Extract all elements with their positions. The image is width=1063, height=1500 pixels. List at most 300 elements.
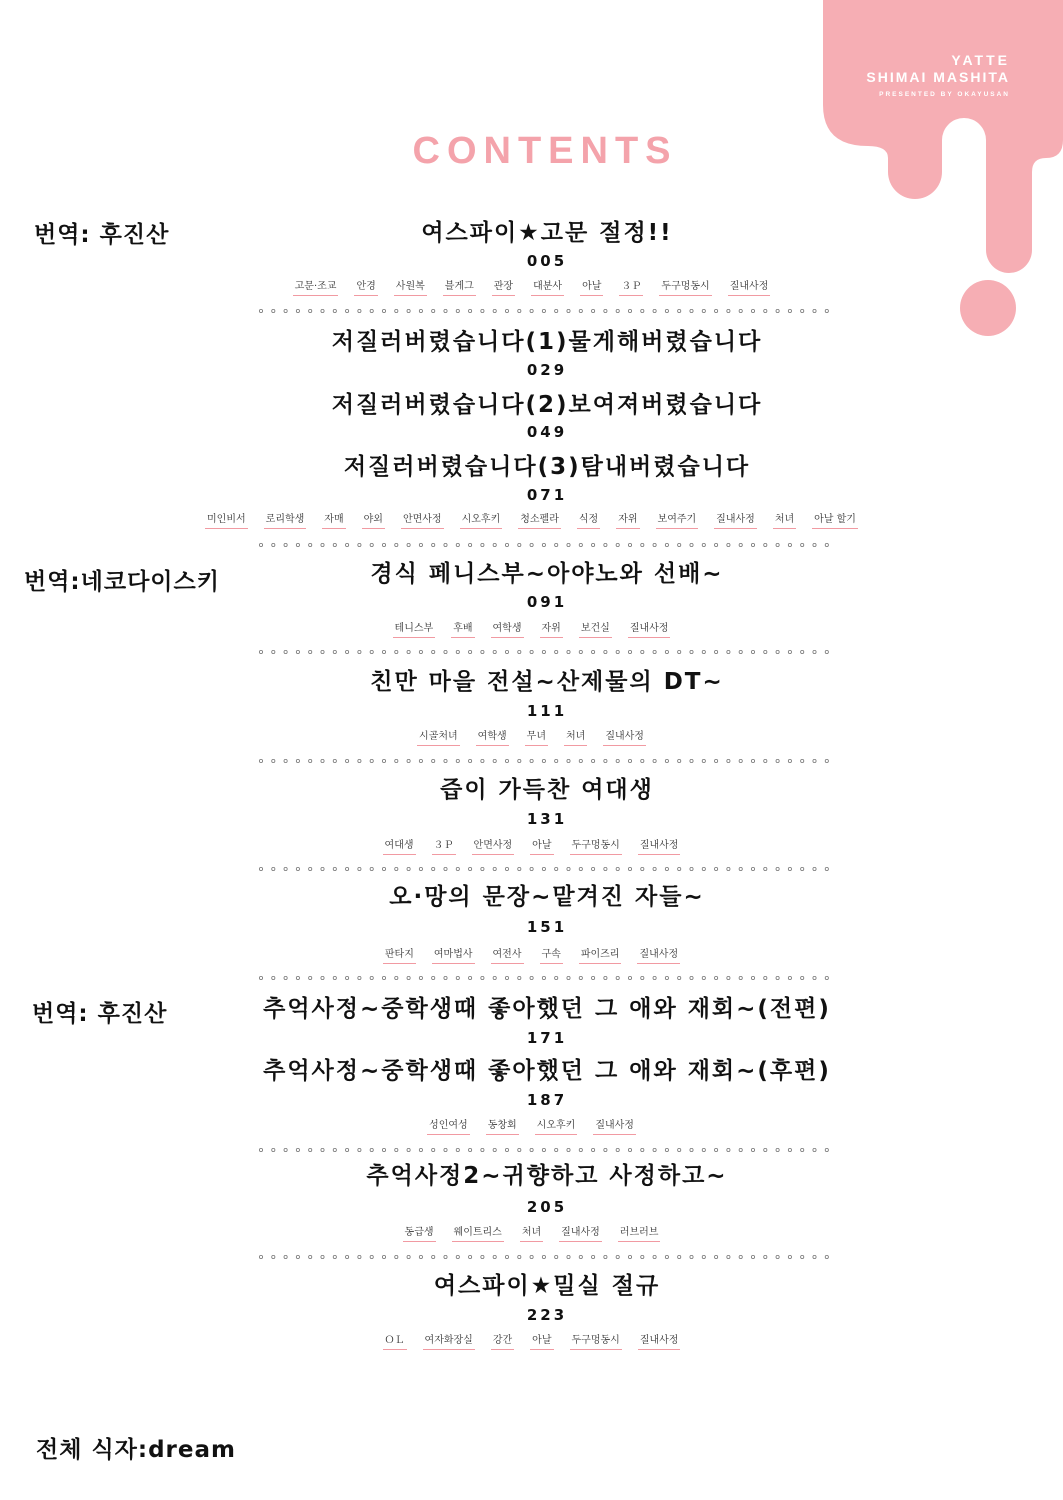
tag-row xyxy=(0,948,1063,964)
chapter-title: 추억사정~중학생때 좋아했던 그 애와 재회~(후편) xyxy=(263,1058,831,1084)
separator-dot xyxy=(801,1255,804,1258)
separator-dot xyxy=(604,1148,607,1151)
separator-dot xyxy=(272,759,275,762)
separator-dot xyxy=(579,867,582,870)
brand-line-2: SHIMAI MASHITA xyxy=(866,69,1010,85)
separator-dot xyxy=(616,867,619,870)
tag: 질내사정 xyxy=(637,948,680,964)
separator-dot xyxy=(432,976,435,979)
separator-dot xyxy=(346,1255,349,1258)
tag: 아날 할기 xyxy=(812,513,858,529)
separator-dot xyxy=(395,867,398,870)
separator-dot xyxy=(641,1148,644,1151)
dotted-separator xyxy=(258,758,834,764)
separator-dot xyxy=(346,867,349,870)
separator-dot xyxy=(259,1255,262,1258)
tag: 아날 xyxy=(580,280,603,296)
separator-dot xyxy=(333,650,336,653)
separator-dot xyxy=(346,309,349,312)
separator-dot xyxy=(333,867,336,870)
separator-dot xyxy=(751,1148,754,1151)
separator-dot xyxy=(444,543,447,546)
separator-dot xyxy=(665,867,668,870)
separator-dot xyxy=(616,1148,619,1151)
separator-dot xyxy=(382,867,385,870)
separator-dot xyxy=(321,309,324,312)
tag: 질내사정 xyxy=(593,1119,636,1135)
chapter-title: 추억사정2~귀향하고 사정하고~ xyxy=(366,1163,728,1189)
tag: 질내사정 xyxy=(559,1226,602,1242)
separator-dot xyxy=(370,309,373,312)
separator-dot xyxy=(284,976,287,979)
separator-dot xyxy=(653,1255,656,1258)
separator-dot xyxy=(813,309,816,312)
separator-dot xyxy=(444,976,447,979)
separator-dot xyxy=(776,1148,779,1151)
separator-dot xyxy=(641,309,644,312)
separator-dot xyxy=(481,650,484,653)
separator-dot xyxy=(333,543,336,546)
separator-dot xyxy=(801,1148,804,1151)
tag: 처녀 xyxy=(520,1226,543,1242)
separator-dot xyxy=(358,867,361,870)
tag: ＯＬ xyxy=(383,1334,407,1350)
chapter-title: 오·망의 문장~맡겨진 자들~ xyxy=(389,884,705,910)
tag: 동급생 xyxy=(403,1226,436,1242)
separator-dot xyxy=(727,309,730,312)
separator-dot xyxy=(592,759,595,762)
separator-dot xyxy=(764,650,767,653)
separator-dot xyxy=(419,1148,422,1151)
separator-dot xyxy=(407,867,410,870)
separator-dot xyxy=(493,867,496,870)
separator-dot xyxy=(542,759,545,762)
separator-dot xyxy=(272,867,275,870)
separator-dot xyxy=(358,309,361,312)
separator-dot xyxy=(395,650,398,653)
separator-dot xyxy=(616,650,619,653)
separator-dot xyxy=(715,543,718,546)
separator-dot xyxy=(456,1148,459,1151)
separator-dot xyxy=(616,543,619,546)
separator-dot xyxy=(505,650,508,653)
separator-dot xyxy=(493,309,496,312)
separator-dot xyxy=(469,1148,472,1151)
tag: 안면사정 xyxy=(472,839,515,855)
separator-dot xyxy=(296,543,299,546)
separator-dot xyxy=(739,976,742,979)
separator-dot xyxy=(259,759,262,762)
separator-dot xyxy=(407,976,410,979)
separator-dot xyxy=(259,867,262,870)
separator-dot xyxy=(813,759,816,762)
separator-dot xyxy=(259,1148,262,1151)
separator-dot xyxy=(309,1148,312,1151)
separator-dot xyxy=(788,309,791,312)
separator-dot xyxy=(481,309,484,312)
separator-dot xyxy=(555,976,558,979)
separator-dot xyxy=(555,650,558,653)
separator-dot xyxy=(653,309,656,312)
separator-dot xyxy=(505,759,508,762)
separator-dot xyxy=(616,309,619,312)
tag-row xyxy=(0,1119,1063,1135)
page-number: 223 xyxy=(526,1306,568,1324)
separator-dot xyxy=(788,543,791,546)
separator-dot xyxy=(358,759,361,762)
separator-dot xyxy=(813,650,816,653)
page-number: 205 xyxy=(526,1198,568,1216)
separator-dot xyxy=(579,976,582,979)
tag: 여대생 xyxy=(383,839,416,855)
separator-dot xyxy=(678,543,681,546)
separator-dot xyxy=(259,543,262,546)
separator-dot xyxy=(555,867,558,870)
separator-dot xyxy=(727,650,730,653)
separator-dot xyxy=(690,759,693,762)
chapter-title: 추억사정~중학생때 좋아했던 그 애와 재회~(전편) xyxy=(263,996,831,1022)
separator-dot xyxy=(444,650,447,653)
tag: 러브러브 xyxy=(618,1226,661,1242)
separator-dot xyxy=(825,1255,828,1258)
dotted-separator xyxy=(258,1147,834,1153)
separator-dot xyxy=(456,867,459,870)
separator-dot xyxy=(407,1255,410,1258)
separator-dot xyxy=(493,1148,496,1151)
tag: 파이즈리 xyxy=(579,948,622,964)
separator-dot xyxy=(432,309,435,312)
separator-dot xyxy=(665,650,668,653)
separator-dot xyxy=(825,1148,828,1151)
separator-dot xyxy=(579,309,582,312)
separator-dot xyxy=(567,543,570,546)
separator-dot xyxy=(346,1148,349,1151)
dotted-separator xyxy=(258,1254,834,1260)
separator-dot xyxy=(641,543,644,546)
separator-dot xyxy=(616,759,619,762)
translator-credit: 번역: 후진산 xyxy=(32,1001,168,1027)
separator-dot xyxy=(382,309,385,312)
separator-dot xyxy=(567,976,570,979)
separator-dot xyxy=(604,543,607,546)
tag: ３Ｐ xyxy=(619,280,643,296)
separator-dot xyxy=(456,650,459,653)
separator-dot xyxy=(739,867,742,870)
tag: 여학생 xyxy=(476,730,509,746)
separator-dot xyxy=(801,650,804,653)
separator-dot xyxy=(751,976,754,979)
separator-dot xyxy=(628,650,631,653)
tag: 안경 xyxy=(354,280,377,296)
separator-dot xyxy=(616,1255,619,1258)
separator-dot xyxy=(333,976,336,979)
separator-dot xyxy=(567,309,570,312)
separator-dot xyxy=(530,1148,533,1151)
separator-dot xyxy=(382,976,385,979)
separator-dot xyxy=(813,1148,816,1151)
separator-dot xyxy=(456,1255,459,1258)
separator-dot xyxy=(419,309,422,312)
separator-dot xyxy=(272,976,275,979)
separator-dot xyxy=(296,976,299,979)
tag: 테니스부 xyxy=(393,622,436,638)
typesetter-credit: 전체 식자:dream xyxy=(36,1437,236,1463)
separator-dot xyxy=(727,1255,730,1258)
separator-dot xyxy=(493,759,496,762)
separator-dot xyxy=(751,1255,754,1258)
separator-dot xyxy=(604,309,607,312)
separator-dot xyxy=(715,309,718,312)
separator-dot xyxy=(825,976,828,979)
separator-dot xyxy=(702,309,705,312)
chapter-title: 저질러버렸습니다(3)탐내버렸습니다 xyxy=(343,454,751,480)
separator-dot xyxy=(628,543,631,546)
separator-dot xyxy=(702,976,705,979)
separator-dot xyxy=(825,309,828,312)
tag: 웨이트리스 xyxy=(452,1226,504,1242)
separator-dot xyxy=(321,976,324,979)
separator-dot xyxy=(653,1148,656,1151)
separator-dot xyxy=(481,867,484,870)
separator-dot xyxy=(751,309,754,312)
separator-dot xyxy=(567,650,570,653)
separator-dot xyxy=(678,650,681,653)
separator-dot xyxy=(628,1255,631,1258)
tag: 야외 xyxy=(362,513,385,529)
separator-dot xyxy=(284,1255,287,1258)
separator-dot xyxy=(419,543,422,546)
separator-dot xyxy=(690,1148,693,1151)
separator-dot xyxy=(715,650,718,653)
separator-dot xyxy=(272,650,275,653)
tag: 강간 xyxy=(491,1334,514,1350)
separator-dot xyxy=(678,976,681,979)
separator-dot xyxy=(764,976,767,979)
page-number: 111 xyxy=(526,702,568,720)
separator-dot xyxy=(751,759,754,762)
separator-dot xyxy=(309,543,312,546)
tag: 시오후키 xyxy=(535,1119,578,1135)
separator-dot xyxy=(370,759,373,762)
separator-dot xyxy=(370,543,373,546)
separator-dot xyxy=(309,1255,312,1258)
tag: 여마법사 xyxy=(432,948,475,964)
separator-dot xyxy=(739,543,742,546)
separator-dot xyxy=(321,543,324,546)
separator-dot xyxy=(813,976,816,979)
separator-dot xyxy=(690,543,693,546)
separator-dot xyxy=(715,867,718,870)
separator-dot xyxy=(444,309,447,312)
separator-dot xyxy=(690,976,693,979)
separator-dot xyxy=(370,1148,373,1151)
separator-dot xyxy=(469,867,472,870)
separator-dot xyxy=(715,1148,718,1151)
separator-dot xyxy=(346,543,349,546)
separator-dot xyxy=(788,1148,791,1151)
separator-dot xyxy=(690,1255,693,1258)
separator-dot xyxy=(358,543,361,546)
separator-dot xyxy=(432,759,435,762)
separator-dot xyxy=(432,867,435,870)
separator-dot xyxy=(259,650,262,653)
tag: 자위 xyxy=(540,622,563,638)
separator-dot xyxy=(665,976,668,979)
separator-dot xyxy=(469,543,472,546)
separator-dot xyxy=(530,1255,533,1258)
tag: 처녀 xyxy=(564,730,587,746)
separator-dot xyxy=(604,650,607,653)
separator-dot xyxy=(825,543,828,546)
separator-dot xyxy=(542,650,545,653)
separator-dot xyxy=(764,867,767,870)
tag: 질내사정 xyxy=(638,1334,681,1350)
separator-dot xyxy=(776,867,779,870)
separator-dot xyxy=(628,976,631,979)
separator-dot xyxy=(407,309,410,312)
separator-dot xyxy=(481,543,484,546)
separator-dot xyxy=(469,1255,472,1258)
separator-dot xyxy=(296,650,299,653)
separator-dot xyxy=(395,1255,398,1258)
tag: 두구멍동시 xyxy=(659,280,711,296)
separator-dot xyxy=(395,759,398,762)
separator-dot xyxy=(382,543,385,546)
separator-dot xyxy=(530,650,533,653)
separator-dot xyxy=(592,976,595,979)
separator-dot xyxy=(358,1255,361,1258)
chapter-title: 즙이 가득찬 여대생 xyxy=(440,777,654,803)
separator-dot xyxy=(690,309,693,312)
separator-dot xyxy=(751,543,754,546)
separator-dot xyxy=(407,759,410,762)
tag: 여전사 xyxy=(491,948,524,964)
separator-dot xyxy=(579,650,582,653)
tag: ３Ｐ xyxy=(432,839,456,855)
separator-dot xyxy=(469,976,472,979)
separator-dot xyxy=(333,309,336,312)
chapter-title: 친만 마을 전설~산제물의 DT~ xyxy=(370,669,724,695)
separator-dot xyxy=(284,309,287,312)
separator-dot xyxy=(555,1148,558,1151)
tag: 관장 xyxy=(492,280,515,296)
separator-dot xyxy=(665,309,668,312)
separator-dot xyxy=(272,1148,275,1151)
separator-dot xyxy=(505,309,508,312)
separator-dot xyxy=(641,1255,644,1258)
tag: 고문·조교 xyxy=(293,280,339,296)
tag: 질내사정 xyxy=(714,513,757,529)
separator-dot xyxy=(530,309,533,312)
separator-dot xyxy=(764,543,767,546)
separator-dot xyxy=(432,1148,435,1151)
dotted-separator xyxy=(258,542,834,548)
tag: 안면사정 xyxy=(401,513,444,529)
separator-dot xyxy=(505,976,508,979)
separator-dot xyxy=(592,867,595,870)
separator-dot xyxy=(628,1148,631,1151)
separator-dot xyxy=(579,1148,582,1151)
tag-row xyxy=(0,622,1063,638)
separator-dot xyxy=(616,976,619,979)
separator-dot xyxy=(715,1255,718,1258)
tag: 동창회 xyxy=(486,1119,519,1135)
separator-dot xyxy=(382,1255,385,1258)
separator-dot xyxy=(505,1148,508,1151)
separator-dot xyxy=(481,976,484,979)
separator-dot xyxy=(321,1148,324,1151)
separator-dot xyxy=(727,976,730,979)
separator-dot xyxy=(678,1148,681,1151)
separator-dot xyxy=(346,759,349,762)
page-number: 171 xyxy=(526,1029,568,1047)
separator-dot xyxy=(628,867,631,870)
separator-dot xyxy=(641,867,644,870)
separator-dot xyxy=(284,759,287,762)
separator-dot xyxy=(665,1148,668,1151)
separator-dot xyxy=(296,1148,299,1151)
tag-row xyxy=(0,513,1063,529)
separator-dot xyxy=(493,1255,496,1258)
separator-dot xyxy=(505,867,508,870)
separator-dot xyxy=(542,867,545,870)
tag: 아날 xyxy=(530,839,553,855)
separator-dot xyxy=(505,543,508,546)
separator-dot xyxy=(321,759,324,762)
separator-dot xyxy=(419,976,422,979)
separator-dot xyxy=(628,309,631,312)
separator-dot xyxy=(764,1255,767,1258)
separator-dot xyxy=(542,976,545,979)
separator-dot xyxy=(776,650,779,653)
separator-dot xyxy=(309,759,312,762)
separator-dot xyxy=(309,309,312,312)
separator-dot xyxy=(542,309,545,312)
separator-dot xyxy=(321,867,324,870)
separator-dot xyxy=(296,1255,299,1258)
separator-dot xyxy=(739,1255,742,1258)
separator-dot xyxy=(690,650,693,653)
separator-dot xyxy=(739,759,742,762)
separator-dot xyxy=(272,543,275,546)
separator-dot xyxy=(370,650,373,653)
dotted-separator xyxy=(258,975,834,981)
separator-dot xyxy=(542,543,545,546)
separator-dot xyxy=(665,1255,668,1258)
tag: 로리학생 xyxy=(264,513,307,529)
separator-dot xyxy=(641,976,644,979)
separator-dot xyxy=(419,1255,422,1258)
separator-dot xyxy=(309,650,312,653)
separator-dot xyxy=(296,867,299,870)
separator-dot xyxy=(604,867,607,870)
tag-row xyxy=(0,839,1063,855)
page-number: 091 xyxy=(526,593,568,611)
page-number: 187 xyxy=(526,1091,568,1109)
tag: 보여주기 xyxy=(656,513,699,529)
separator-dot xyxy=(530,543,533,546)
separator-dot xyxy=(444,867,447,870)
separator-dot xyxy=(272,1255,275,1258)
separator-dot xyxy=(358,650,361,653)
separator-dot xyxy=(653,543,656,546)
separator-dot xyxy=(284,543,287,546)
separator-dot xyxy=(333,1255,336,1258)
separator-dot xyxy=(751,867,754,870)
separator-dot xyxy=(555,309,558,312)
separator-dot xyxy=(592,543,595,546)
separator-dot xyxy=(678,759,681,762)
